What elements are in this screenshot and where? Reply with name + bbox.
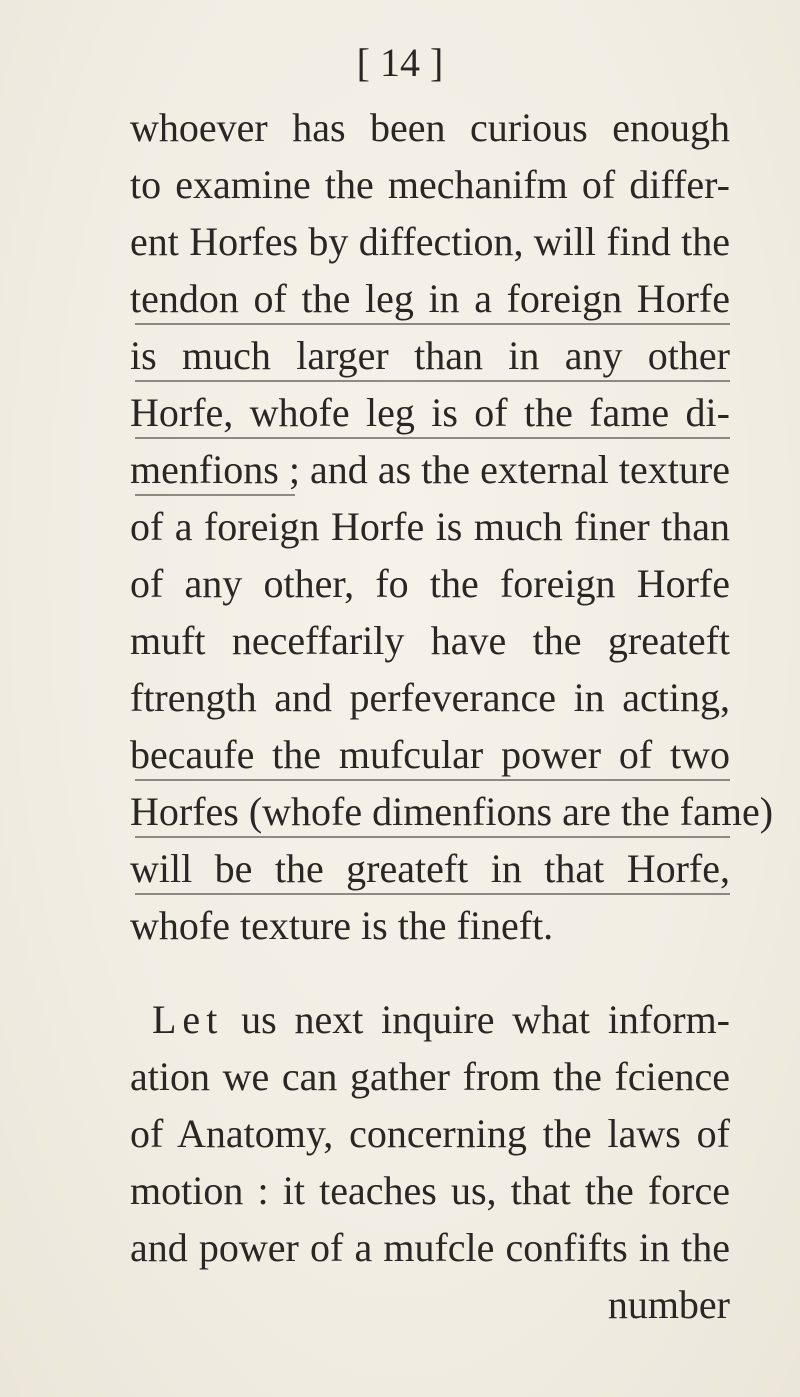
text-line: whoever has been curious enough bbox=[130, 105, 730, 150]
underline-mark bbox=[135, 836, 730, 838]
paragraph-opening-line bbox=[130, 992, 730, 1048]
underline-mark bbox=[135, 380, 730, 382]
underline-mark bbox=[135, 323, 730, 325]
text-line: of any other, fo the foreign Horfe bbox=[130, 561, 730, 606]
text-line: becaufe the mufcular power of two bbox=[130, 732, 730, 777]
text-line: muft neceffarily have the greateft bbox=[130, 618, 730, 663]
underline-mark bbox=[135, 494, 295, 496]
text-line: tendon of the leg in a foreign Horfe bbox=[130, 276, 730, 321]
opening-line-rest: us next inquire what inform- bbox=[241, 997, 731, 1042]
catchword: number bbox=[607, 1282, 730, 1327]
text-line: Horfes (whofe dimenfions are the fame) bbox=[130, 789, 774, 834]
text-line: of Anatomy, concerning the laws of bbox=[130, 1111, 730, 1156]
small-caps-lead: Let bbox=[152, 997, 224, 1042]
text-line: whofe texture is the fineft. bbox=[130, 903, 554, 948]
underline-mark bbox=[135, 779, 730, 781]
text-line: ent Horfes by diffection, will find the bbox=[130, 219, 730, 264]
text-line: will be the greateft in that Horfe, bbox=[130, 846, 730, 891]
page-number-header: [ 14 ] bbox=[356, 40, 444, 85]
text-line: and power of a mufcle confifts in the bbox=[130, 1225, 730, 1270]
text-line: is much larger than in any other bbox=[130, 333, 730, 378]
text-line: motion : it teaches us, that the force bbox=[130, 1168, 730, 1213]
text-line: Horfe, whofe leg is of the fame di- bbox=[130, 390, 730, 435]
text-line: to examine the mechanifm of differ- bbox=[130, 162, 730, 207]
text-line: of a foreign Horfe is much finer than bbox=[130, 504, 730, 549]
underline-mark bbox=[135, 893, 730, 895]
text-line: ation we can gather from the fcience bbox=[130, 1054, 730, 1099]
underline-mark bbox=[135, 437, 730, 439]
text-line: menfions ; and as the external texture bbox=[130, 447, 730, 492]
text-line: ftrength and perfeverance in acting, bbox=[130, 675, 730, 720]
